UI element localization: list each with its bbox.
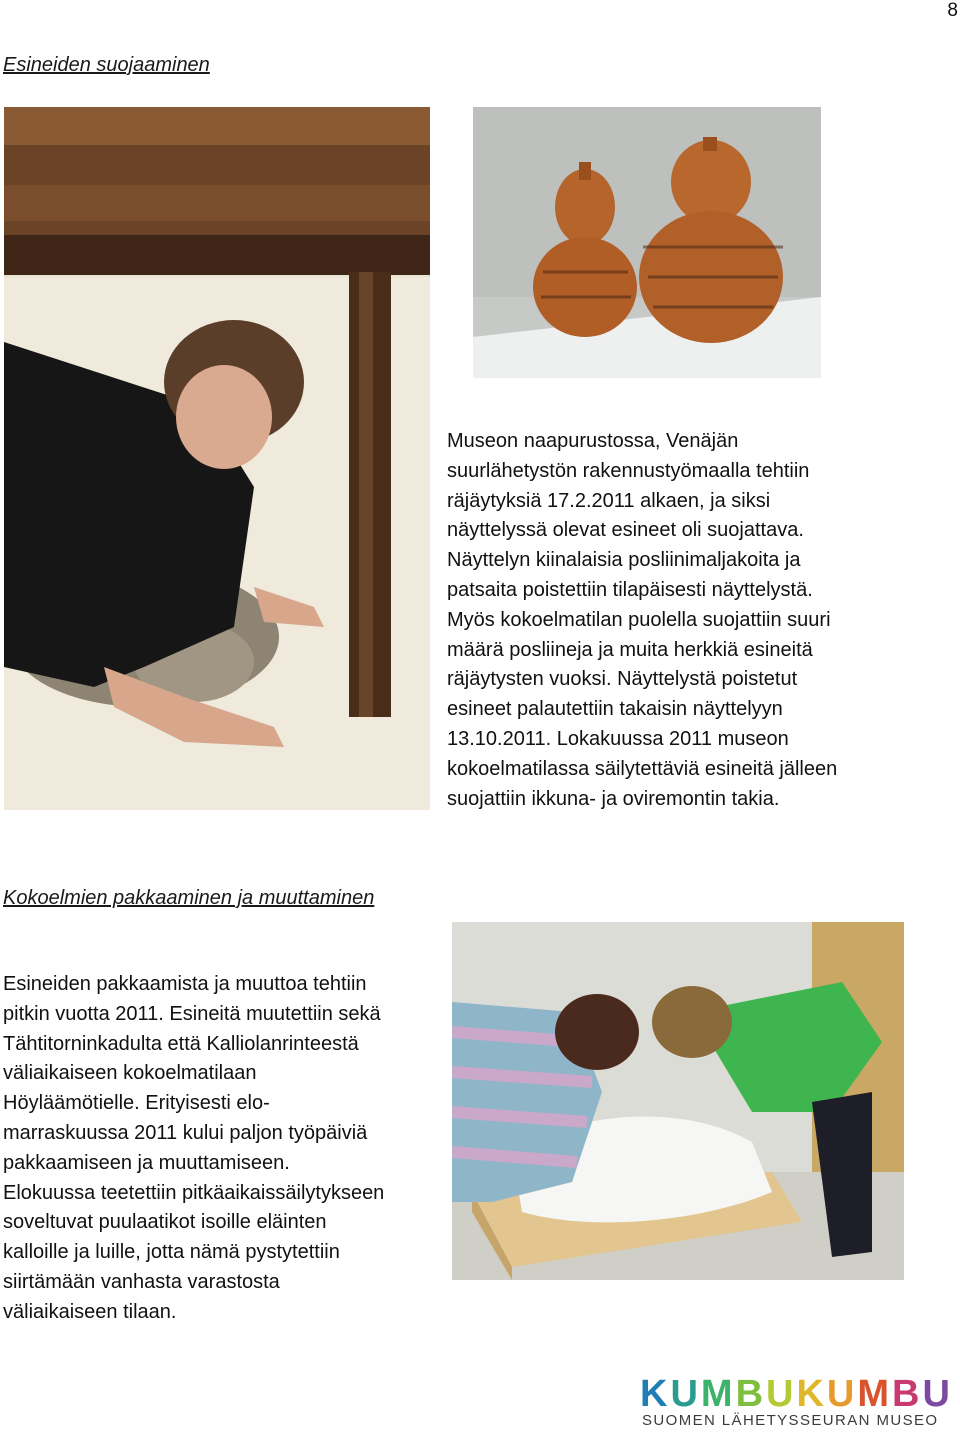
logo-letter: B bbox=[735, 1373, 767, 1415]
kumbukumbu-logo bbox=[628, 1361, 952, 1441]
section-heading-protection: Esineiden suojaaminen bbox=[3, 54, 210, 76]
logo-letter: M bbox=[700, 1373, 736, 1415]
text-line: marraskuussa 2011 kului paljon työpäiviä bbox=[3, 1121, 368, 1144]
logo-letter: K bbox=[796, 1373, 827, 1415]
text-line: siirtämään vanhasta varastosta bbox=[3, 1270, 280, 1293]
text-line: räjäytysten vuoksi. Näyttelystä poistetut bbox=[447, 668, 798, 691]
page-number: 8 bbox=[947, 0, 958, 21]
text-line: kalloille ja luille, jotta nämä pystytettiin bbox=[3, 1241, 340, 1264]
logo-letter: U bbox=[826, 1373, 858, 1415]
text-line: väliaikaiseen kokoelmatilaan bbox=[3, 1062, 257, 1085]
photo-gourd-vases bbox=[473, 107, 821, 378]
text-line: räjäytyksiä 17.2.2011 alkaen, ja siksi bbox=[447, 489, 771, 512]
photo-protecting-objects bbox=[4, 107, 430, 810]
text-line: Museon naapurustossa, Venäjän bbox=[447, 430, 739, 452]
text-line: pitkin vuotta 2011. Esineitä muutettiin sekä bbox=[3, 1002, 381, 1025]
text-line: kokoelmatilassa säilytettäviä esineitä jälleen bbox=[447, 757, 838, 780]
text-line: Näyttelyn kiinalaisia posliinimaljakoita ja bbox=[447, 549, 801, 572]
text-line: Esineiden pakkaamista ja muuttoa tehtiin bbox=[3, 973, 367, 995]
text-line: Elokuussa teetettiin pitkäaikaissäilytykseen bbox=[3, 1181, 385, 1204]
text-line: Tähtitorninkadulta että Kalliolanrinteestä bbox=[3, 1032, 359, 1055]
section2-paragraph bbox=[3, 970, 443, 1328]
text-line: patsaita poistettiin tilapäisesti näyttelystä. bbox=[447, 578, 813, 601]
text-line: soveltuvat puulaatikot isoille eläinten bbox=[3, 1211, 327, 1234]
text-line: näyttelyssä olevat esineet oli suojattava. bbox=[447, 519, 804, 542]
section1-paragraph bbox=[447, 427, 927, 814]
logo-letter: U bbox=[922, 1373, 953, 1415]
text-line: Höyläämötielle. Erityisesti elo- bbox=[3, 1092, 270, 1115]
photo-packing-crate bbox=[452, 922, 904, 1280]
text-line: esineet palautettiin takaisin näyttelyyn bbox=[447, 698, 783, 721]
logo-letter: K bbox=[640, 1373, 671, 1415]
text-line: määrä posliineja ja muita herkkiä esineitä bbox=[447, 638, 813, 661]
section-heading-packing: Kokoelmien pakkaaminen ja muuttaminen bbox=[3, 887, 375, 909]
text-line: suojattiin ikkuna- ja oviremontin takia. bbox=[447, 787, 780, 810]
text-line: 13.10.2011. Lokakuussa 2011 museon bbox=[447, 727, 789, 750]
logo-letter: U bbox=[670, 1373, 701, 1415]
logo-letter: B bbox=[892, 1373, 923, 1415]
text-line: Myös kokoelmatilan puolella suojattiin suuri bbox=[447, 608, 831, 631]
logo-wordmark bbox=[640, 1375, 953, 1413]
logo-subtitle: SUOMEN LÄHETYSSEURAN MUSEO bbox=[642, 1412, 939, 1429]
logo-letter: M bbox=[857, 1373, 893, 1415]
logo-letter: U bbox=[766, 1373, 797, 1415]
text-line: pakkaamiseen ja muuttamiseen. bbox=[3, 1151, 290, 1174]
text-line: suurlähetystön rakennustyömaalla tehtiin bbox=[447, 459, 810, 482]
text-line: väliaikaiseen tilaan. bbox=[3, 1300, 177, 1323]
